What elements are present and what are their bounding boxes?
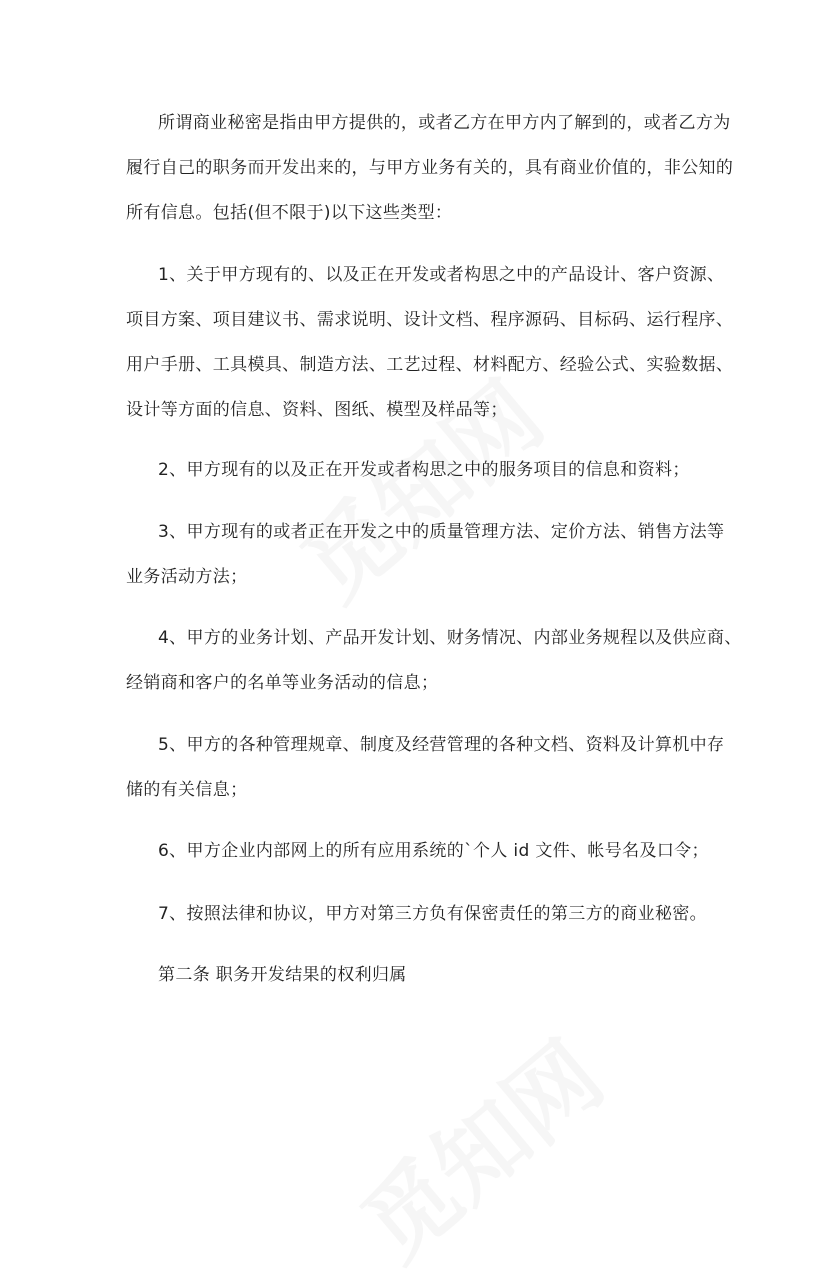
watermark	[270, 347, 566, 626]
list-item-line: 7、按照法律和协议，甲方对第三方负有保密责任的第三方的商业秘密。	[158, 904, 708, 924]
list-item-line: 业务活动方法；	[126, 567, 248, 587]
list-item-line: 3、甲方现有的或者正在开发之中的质量管理方法、定价方法、销售方法等	[158, 522, 725, 542]
list-item-line: 项目方案、项目建议书、需求说明、设计文档、程序源码、目标码、运行程序、	[126, 310, 734, 330]
list-item-line: 2、甲方现有的以及正在开发或者构思之中的服务项目的信息和资料；	[158, 460, 690, 480]
paragraph-line: 履行自己的职务而开发出来的，与甲方业务有关的，具有商业价值的，非公知的	[126, 158, 734, 178]
paragraph-line: 所谓商业秘密是指由甲方提供的，或者乙方在甲方内了解到的，或者乙方为	[158, 113, 731, 133]
section-heading: 第二条 职务开发结果的权利归属	[158, 965, 407, 985]
list-item-line: 经销商和客户的名单等业务活动的信息；	[126, 673, 439, 693]
paragraph-line: 所有信息。包括(但不限于)以下这些类型：	[126, 203, 453, 223]
watermark	[330, 1007, 626, 1285]
list-item-line: 用户手册、工具模具、制造方法、工艺过程、材料配方、经验公式、实验数据、	[126, 355, 734, 375]
list-item-line: 储的有关信息；	[126, 780, 248, 800]
list-item-line: 5、甲方的各种管理规章、制度及经营管理的各种文档、资料及计算机中存	[158, 735, 725, 755]
list-item-line: 4、甲方的业务计划、产品开发计划、财务情况、内部业务规程以及供应商、	[158, 628, 742, 648]
list-item-line: 1、关于甲方现有的、以及正在开发或者构思之中的产品设计、客户资源、	[158, 265, 725, 285]
list-item-line: 设计等方面的信息、资料、图纸、模型及样品等；	[126, 400, 508, 420]
list-item-line: 6、甲方企业内部网上的所有应用系统的`个人 id 文件、帐号名及口令；	[158, 841, 709, 861]
